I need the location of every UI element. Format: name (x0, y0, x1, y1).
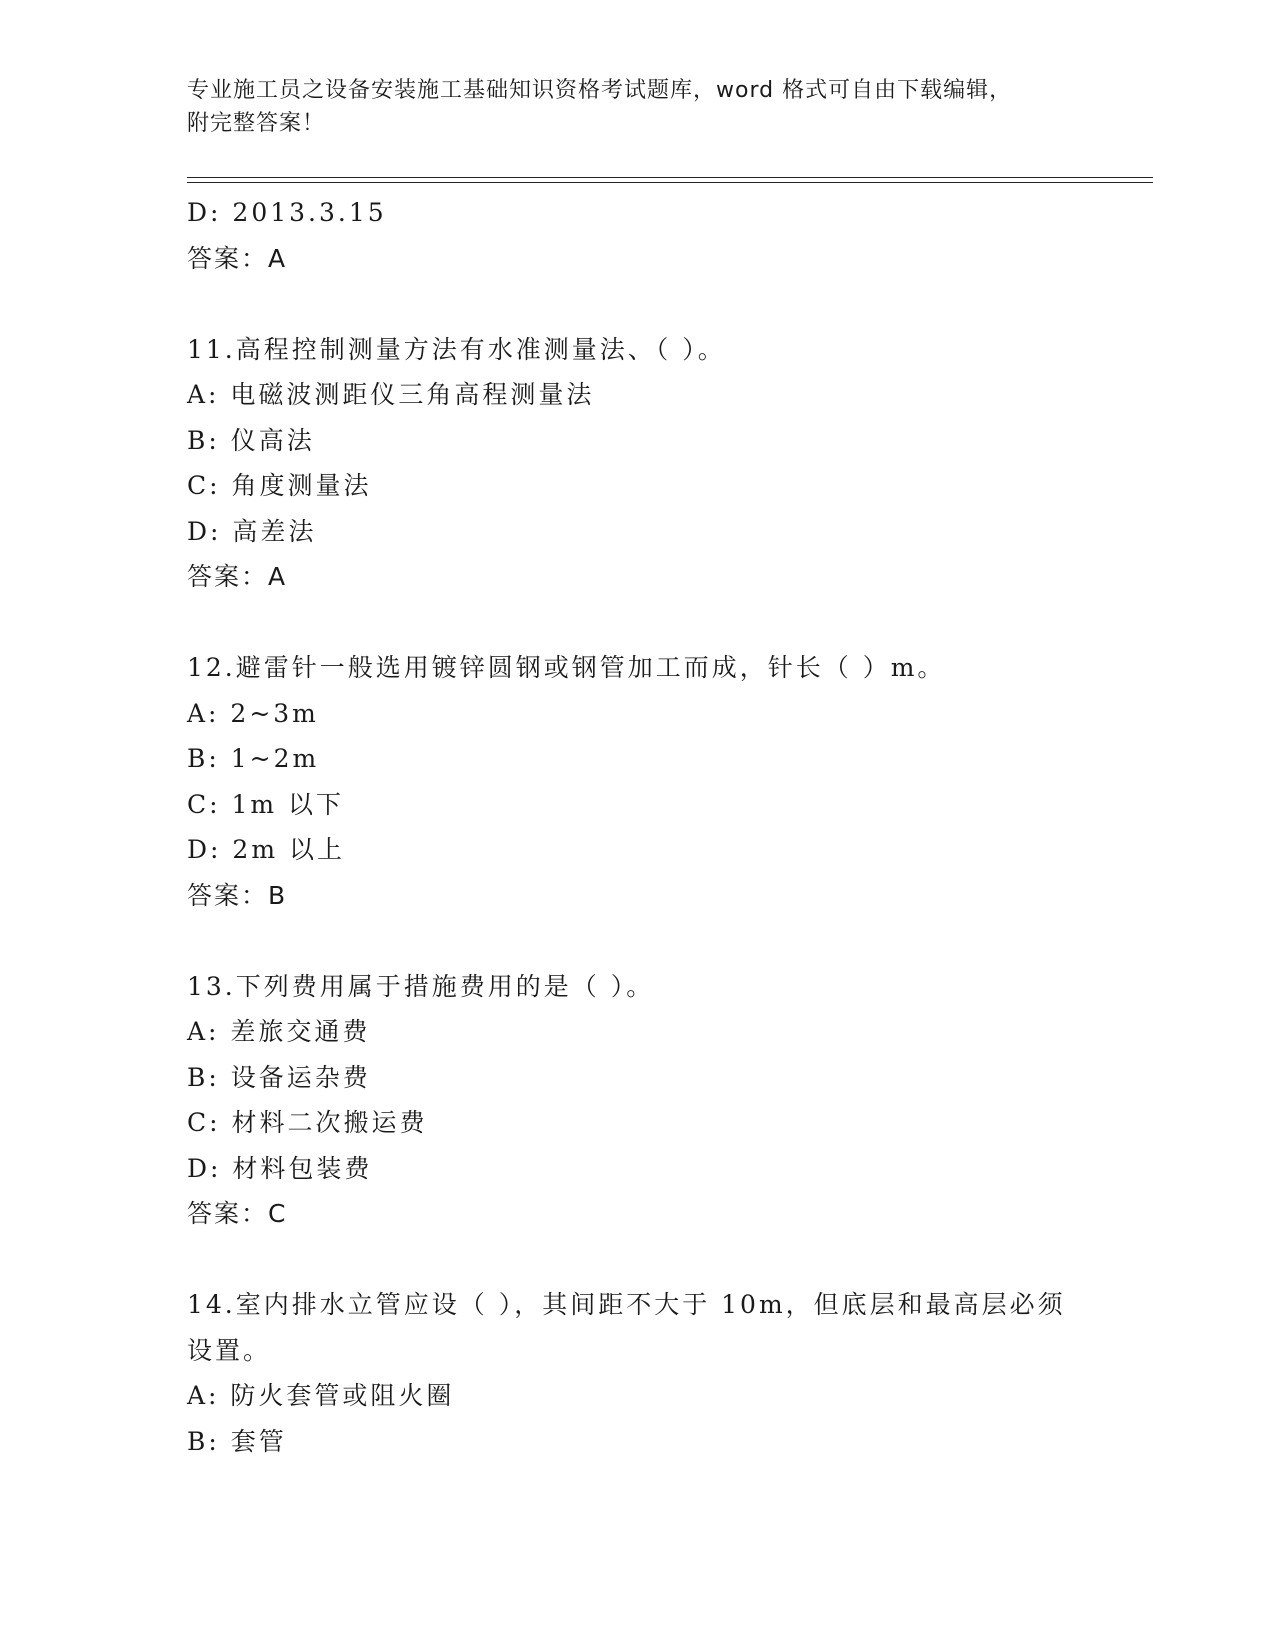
document-header (187, 74, 1087, 140)
question-stem: 13.下列费用属于措施费用的是（ ）。 (187, 971, 655, 1001)
answer-line: 答案：A (187, 243, 288, 273)
header-divider-top (187, 177, 1153, 178)
option-c: C: 角度测量法 (187, 471, 372, 500)
option-b: B: 套管 (187, 1426, 287, 1456)
option-a: A: 差旅交通费 (187, 1017, 371, 1046)
question-stem: 12.避雷针一般选用镀锌圆钢或钢管加工而成，针长（ ）m。 (187, 653, 946, 682)
answer-line: 答案：A (187, 562, 288, 591)
option-c: C: 材料二次搬运费 (187, 1108, 428, 1137)
question-stem: 14.室内排水立管应设（ ），其间距不大于 10m，但底层和最高层必须 (187, 1290, 1066, 1319)
answer-line: 答案：B (187, 880, 288, 910)
header-divider-bottom (187, 182, 1153, 183)
option-c: C: 1m 以下 (187, 789, 345, 819)
option-d: D: 高差法 (187, 516, 317, 546)
answer-line: 答案：C (187, 1199, 288, 1228)
option-a: A: 电磁波测距仪三角高程测量法 (187, 380, 595, 409)
question-list (187, 190, 1147, 1464)
option-d: D: 材料包装费 (187, 1153, 373, 1183)
question-stem: 11.高程控制测量方法有水准测量法、（ ）。 (187, 334, 726, 364)
option-b: B: 设备运杂费 (187, 1062, 371, 1092)
header-line-2: 附完整答案！ (187, 111, 326, 136)
option-b: B: 1~2m (187, 744, 320, 773)
option-d: D: 2013.3.15 (187, 198, 387, 227)
question-stem-continued: 设置。 (187, 1335, 272, 1365)
option-a: A: 2~3m (187, 698, 319, 728)
option-a: A: 防火套管或阻火圈 (187, 1381, 455, 1410)
header-line-1: 专业施工员之设备安装施工基础知识资格考试题库，word 格式可自由下载编辑， (187, 78, 1013, 103)
option-b: B: 仪高法 (187, 425, 315, 455)
option-d: D: 2m 以上 (187, 835, 345, 864)
